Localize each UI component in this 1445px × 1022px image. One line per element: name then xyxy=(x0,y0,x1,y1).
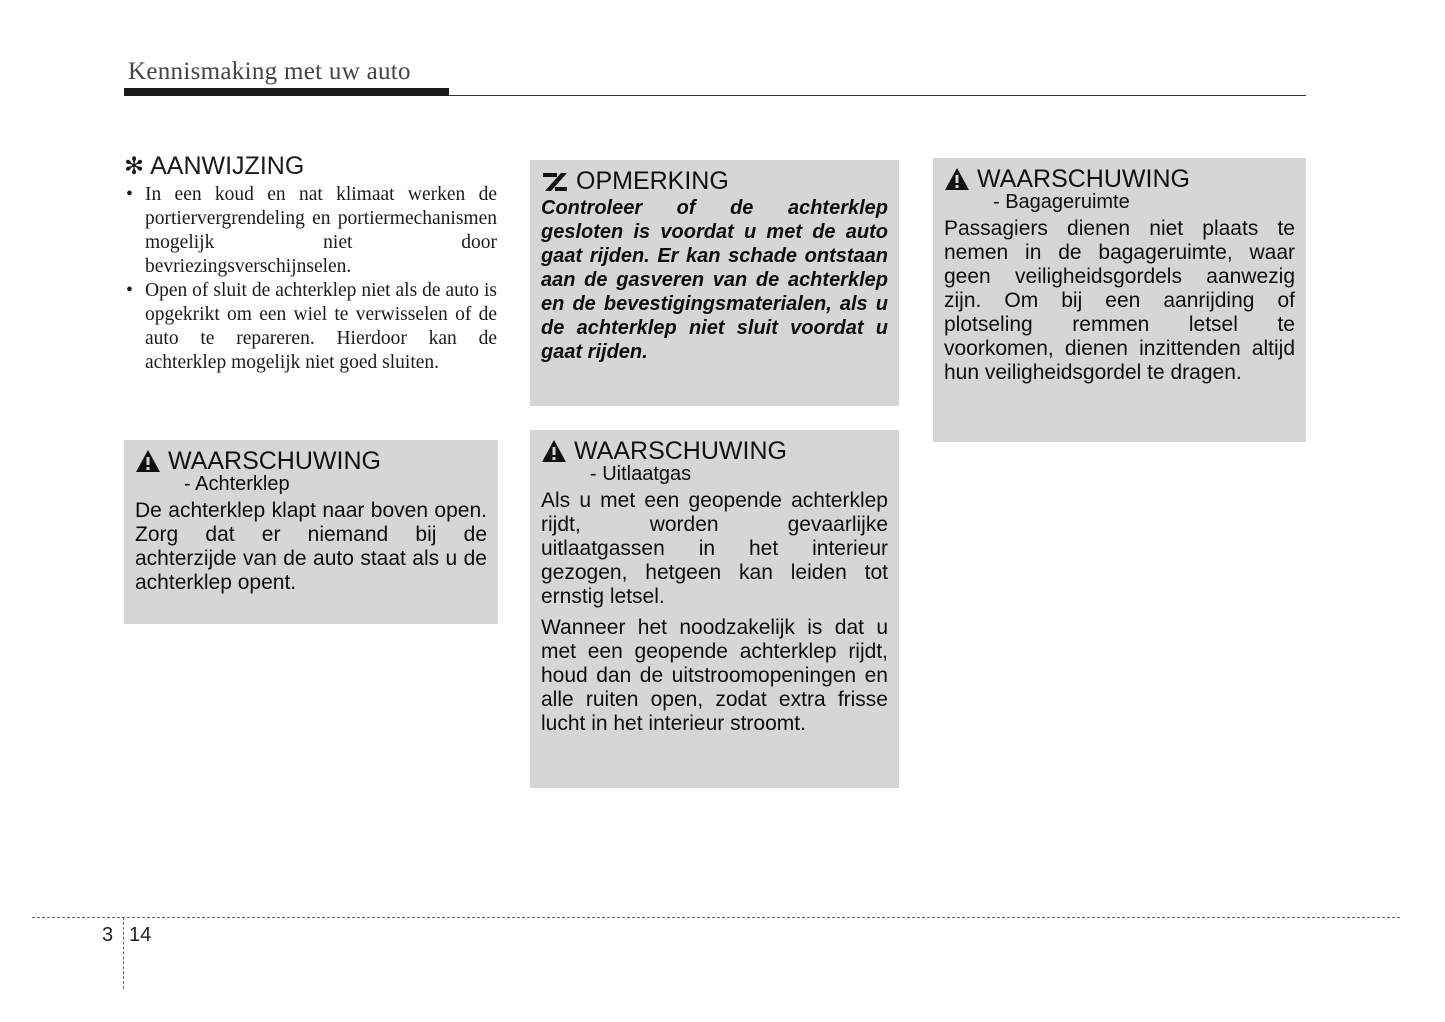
warning-text: Passagiers dienen niet plaats te nemen in de bagageruimte, waar geen veiligheidsgordels aanwezig zijn. Om bij een aanrijding of plotseling remmen letsel te voorkomen, dienen inzittenden altijd hun veiligheidsgordel te dragen. xyxy=(944,217,1295,384)
notice-list xyxy=(124,183,497,375)
warning-heading xyxy=(541,436,888,466)
opmerking-title: OPMERKING xyxy=(576,166,729,195)
warning-title: WAARSCHUWING xyxy=(574,436,787,465)
warning-triangle-icon xyxy=(135,449,161,473)
notice-heading xyxy=(124,152,497,181)
opmerking-text: Controleer of de achterklep gesloten is voordat u met de auto gaat rijden. Er kan schade ontstaan aan de gasveren van de achterklep en de bevestigingsmaterialen, als u de achterklep niet sluit voordat u gaat rijden. xyxy=(541,197,888,363)
warning-subtitle: - Achterklep xyxy=(184,473,290,495)
warning-title: WAARSCHUWING xyxy=(168,446,381,475)
opmerking-heading xyxy=(541,166,888,196)
asterisk-icon: ✻ xyxy=(124,153,145,180)
notice-item: • In een koud en nat klimaat werken de portiervergrendeling en portiermechanismen mogelijk niet door bevriezingsverschijnselen. xyxy=(124,183,497,279)
footer-vertical-divider xyxy=(123,917,124,989)
page-number: 14 xyxy=(129,924,152,946)
warning-text: De achterklep klapt naar boven open. Zorg dat er niemand bij de achterzijde van de auto staat als u de achterklep opent. xyxy=(135,499,487,594)
page-header-title: Kennismaking met uw auto xyxy=(128,58,411,85)
footer-divider xyxy=(32,917,1400,918)
warning-heading xyxy=(135,446,487,476)
warning-subtitle: - Bagageruimte xyxy=(993,191,1130,213)
chapter-number: 3 xyxy=(102,924,114,946)
header-rule-thin xyxy=(449,95,1306,96)
opmerking-box xyxy=(530,160,899,406)
warning-title: WAARSCHUWING xyxy=(977,164,1190,193)
warning-text: Als u met een geopende achterklep rijdt, worden gevaarlijke uitlaatgassen in het interieur gezogen, hetgeen kan leiden tot ernstig letsel. xyxy=(541,489,888,608)
notice-item: • Open of sluit de achterklep niet als de auto is opgekrikt om een wiel te verwisselen of de auto te repareren. Hierdoor kan de achterklep mogelijk niet goed sluiten. xyxy=(124,279,497,375)
warning-text: Wanneer het noodzakelijk is dat u met een geopende achterklep rijdt, houd dan de uitstroomopeningen en alle ruiten open, zodat extra frisse lucht in het interieur stroomt. xyxy=(541,616,888,735)
warning-uitlaatgas-box xyxy=(530,430,899,788)
warning-subtitle: - Uitlaatgas xyxy=(590,463,692,485)
notice-section xyxy=(124,152,497,375)
header-rule-thick xyxy=(124,88,449,96)
warning-triangle-icon xyxy=(541,439,567,463)
notice-title: AANWIJZING xyxy=(150,152,305,180)
warning-triangle-icon xyxy=(944,167,970,191)
warning-heading xyxy=(944,164,1295,194)
warning-achterklep-box xyxy=(124,440,498,624)
warning-bagageruimte-box xyxy=(933,158,1306,442)
caution-slash-icon xyxy=(541,169,569,193)
